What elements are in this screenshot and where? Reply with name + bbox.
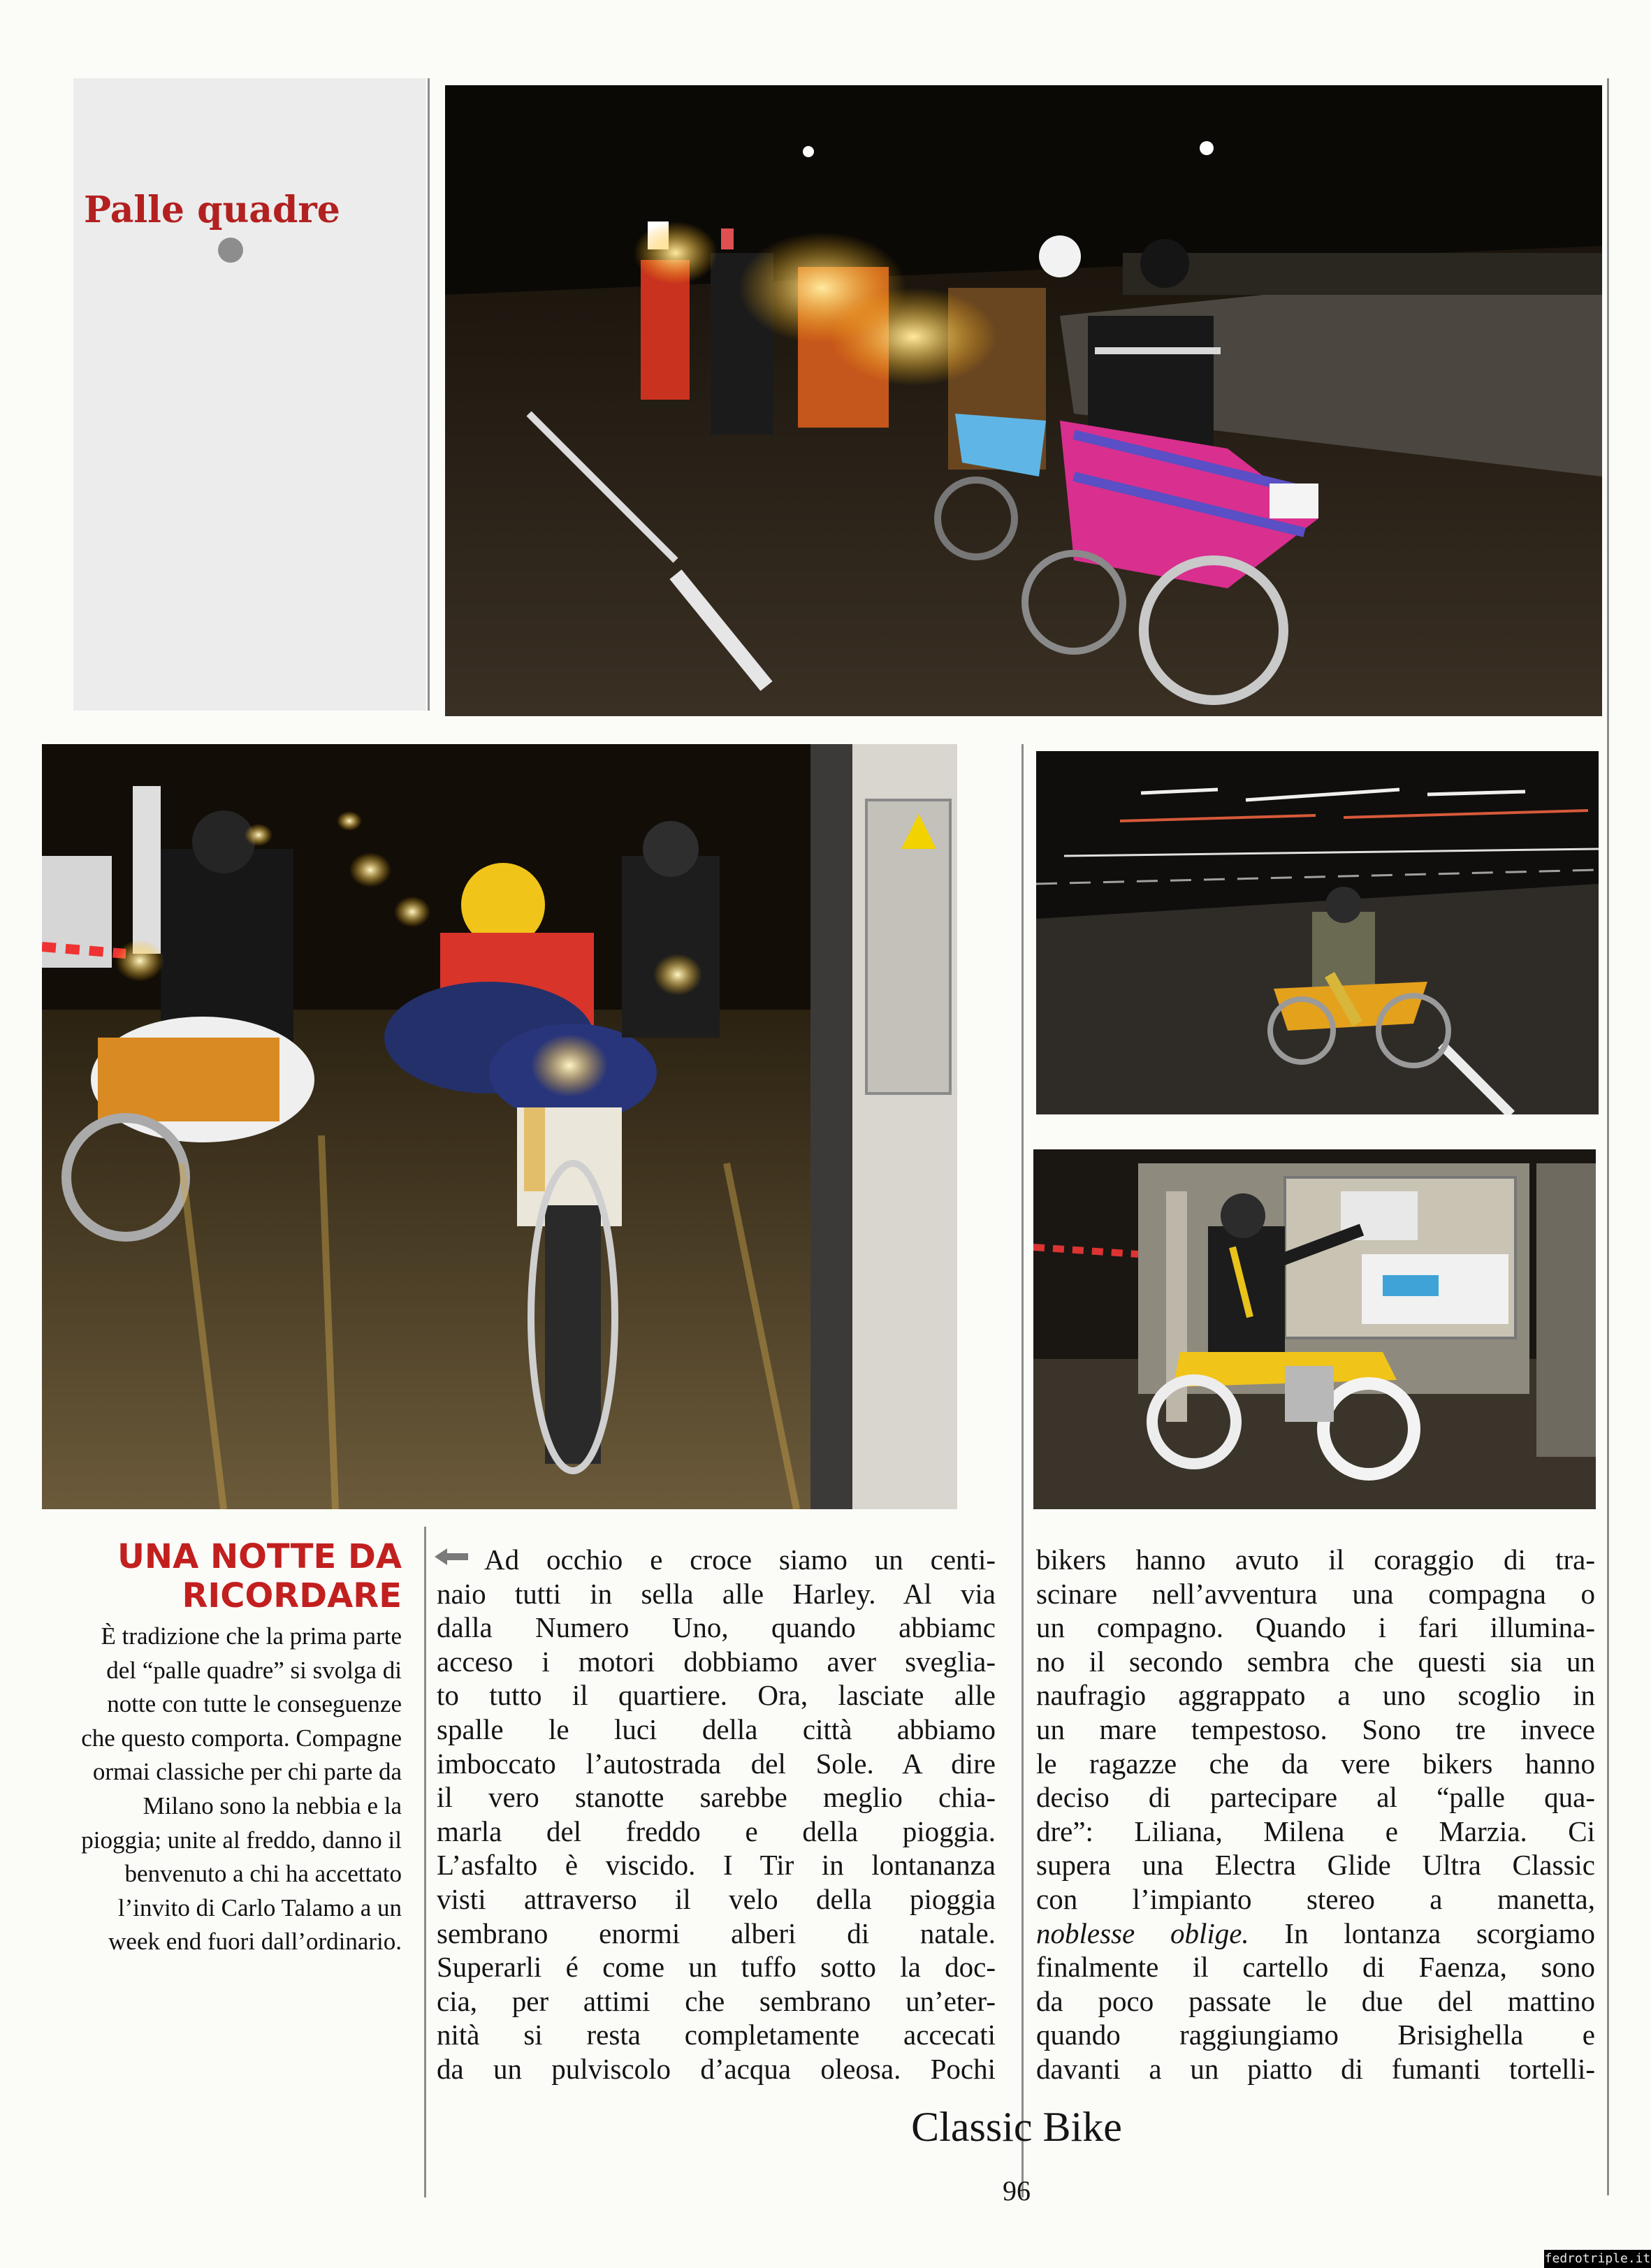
column-line: supera una Electra Glide Ultra Classic (1036, 1849, 1595, 1882)
intro-line: che questo comporta. Compagne (81, 1724, 402, 1752)
column-line: visti attraverso il velo della pioggia (437, 1882, 996, 1915)
column-rule (1021, 744, 1024, 2197)
intro-line: del “palle quadre” si svolga di (106, 1656, 402, 1684)
article-intro (42, 1620, 402, 1959)
column-line: Superarli é come un tuffo sotto la doc- (437, 1951, 996, 1984)
site-watermark: fedrotriple.it (1544, 2250, 1651, 2268)
photo-riders-rain (42, 744, 957, 1509)
title-panel (73, 78, 426, 711)
column-line: le ragazze che da vere bikers hanno (1036, 1747, 1595, 1780)
article-column-2 (1036, 1543, 1595, 2086)
magazine-title (835, 2103, 1198, 2151)
column-line: cia, per attimi che sembrano un’eter- (437, 1984, 996, 2017)
column-line: spalle le luci della città abbiamo (437, 1713, 996, 1745)
photo-riders-highway (445, 85, 1602, 716)
column-line: nità si resta completamente accecati (437, 2019, 996, 2051)
column-line: con l’impianto stereo a manetta, (1036, 1882, 1595, 1915)
column-line: scinare nell’avventura una compagna o (1036, 1577, 1595, 1610)
magazine-bike: Bike (1042, 2104, 1122, 2150)
column-line: davanti a un piatto di fumanti tortelli- (1036, 2052, 1595, 2085)
intro-line: benvenuto a chi ha accettato (124, 1860, 402, 1888)
column-rule (428, 78, 430, 711)
column-line: da un pulviscolo d’acqua oleosa. Pochi (437, 2052, 996, 2085)
page-number: 96 (1003, 2175, 1031, 2207)
column-line: un mare tempestoso. Sono tre invece (1036, 1713, 1595, 1745)
column-line: naio tutti in sella alle Harley. Al via (437, 1577, 996, 1610)
column-line: un compagno. Quando i fari illumina- (1036, 1611, 1595, 1644)
column-line: il vero stanotte sarebbe meglio chia- (437, 1781, 996, 1814)
column-rule (1607, 78, 1609, 2195)
column-line: deciso di partecipare al “palle qua- (1036, 1781, 1595, 1814)
column-line: finalmente il cartello di Faenza, sono (1036, 1951, 1595, 1984)
magazine-classic: Classic (911, 2104, 1033, 2150)
column-line: imboccato l’autostrada del Sole. A dire (437, 1747, 996, 1780)
photo-toll-booth (1033, 1149, 1596, 1509)
intro-line: pioggia; unite al freddo, danno il (81, 1826, 402, 1854)
column-line: Ad occhio e croce siamo un centi- (484, 1543, 996, 1576)
column-line-italic: noblesse oblige. In lontanza scorgiamo (1036, 1917, 1596, 1949)
intro-line: È tradizione che la prima parte (101, 1622, 402, 1650)
photo-rider-motion (1036, 751, 1599, 1114)
column-line: acceso i motori dobbiamo aver sveglia- (437, 1645, 996, 1678)
column-line: da poco passate le due del mattino (1036, 1984, 1595, 2017)
intro-line: week end fuori dall’ordinario. (108, 1928, 402, 1956)
column-line: naufragio aggrappato a uno scoglio in (1036, 1679, 1595, 1712)
intro-line: notte con tutte le conseguenze (107, 1690, 402, 1718)
article-column-1 (437, 1543, 996, 2086)
section-title: Palle quadre (84, 189, 340, 231)
section-bullet (218, 238, 243, 263)
italic-phrase: noblesse oblige. (1036, 1917, 1249, 1949)
column-rule (424, 1527, 426, 2197)
intro-line: ormai classiche per chi parte da (92, 1758, 402, 1786)
column-line: to tutto il quartiere. Ora, lasciate alle (437, 1679, 996, 1712)
column-line: no il secondo sembra che questi sia un (1036, 1645, 1595, 1678)
column-line: sembrano enormi alberi di natale. (437, 1917, 996, 1949)
column-line: dre”: Liliana, Milena e Marzia. Ci (1036, 1815, 1595, 1847)
intro-line: l’invito di Carlo Talamo a un (117, 1893, 402, 1921)
column-line: dalla Numero Uno, quando abbiamc (437, 1611, 996, 1644)
column-line: L’asfalto è viscido. I Tir in lontananza (437, 1849, 996, 1882)
column-line: bikers hanno avuto il coraggio di tra- (1036, 1543, 1595, 1576)
article-headline: UNA NOTTE DA RICORDARE (117, 1537, 402, 1615)
column-line: marla del freddo e della pioggia. (437, 1815, 996, 1847)
intro-line: Milano sono la nebbia e la (143, 1791, 402, 1819)
column-line: quando raggiungiamo Brisighella e (1036, 2019, 1595, 2051)
